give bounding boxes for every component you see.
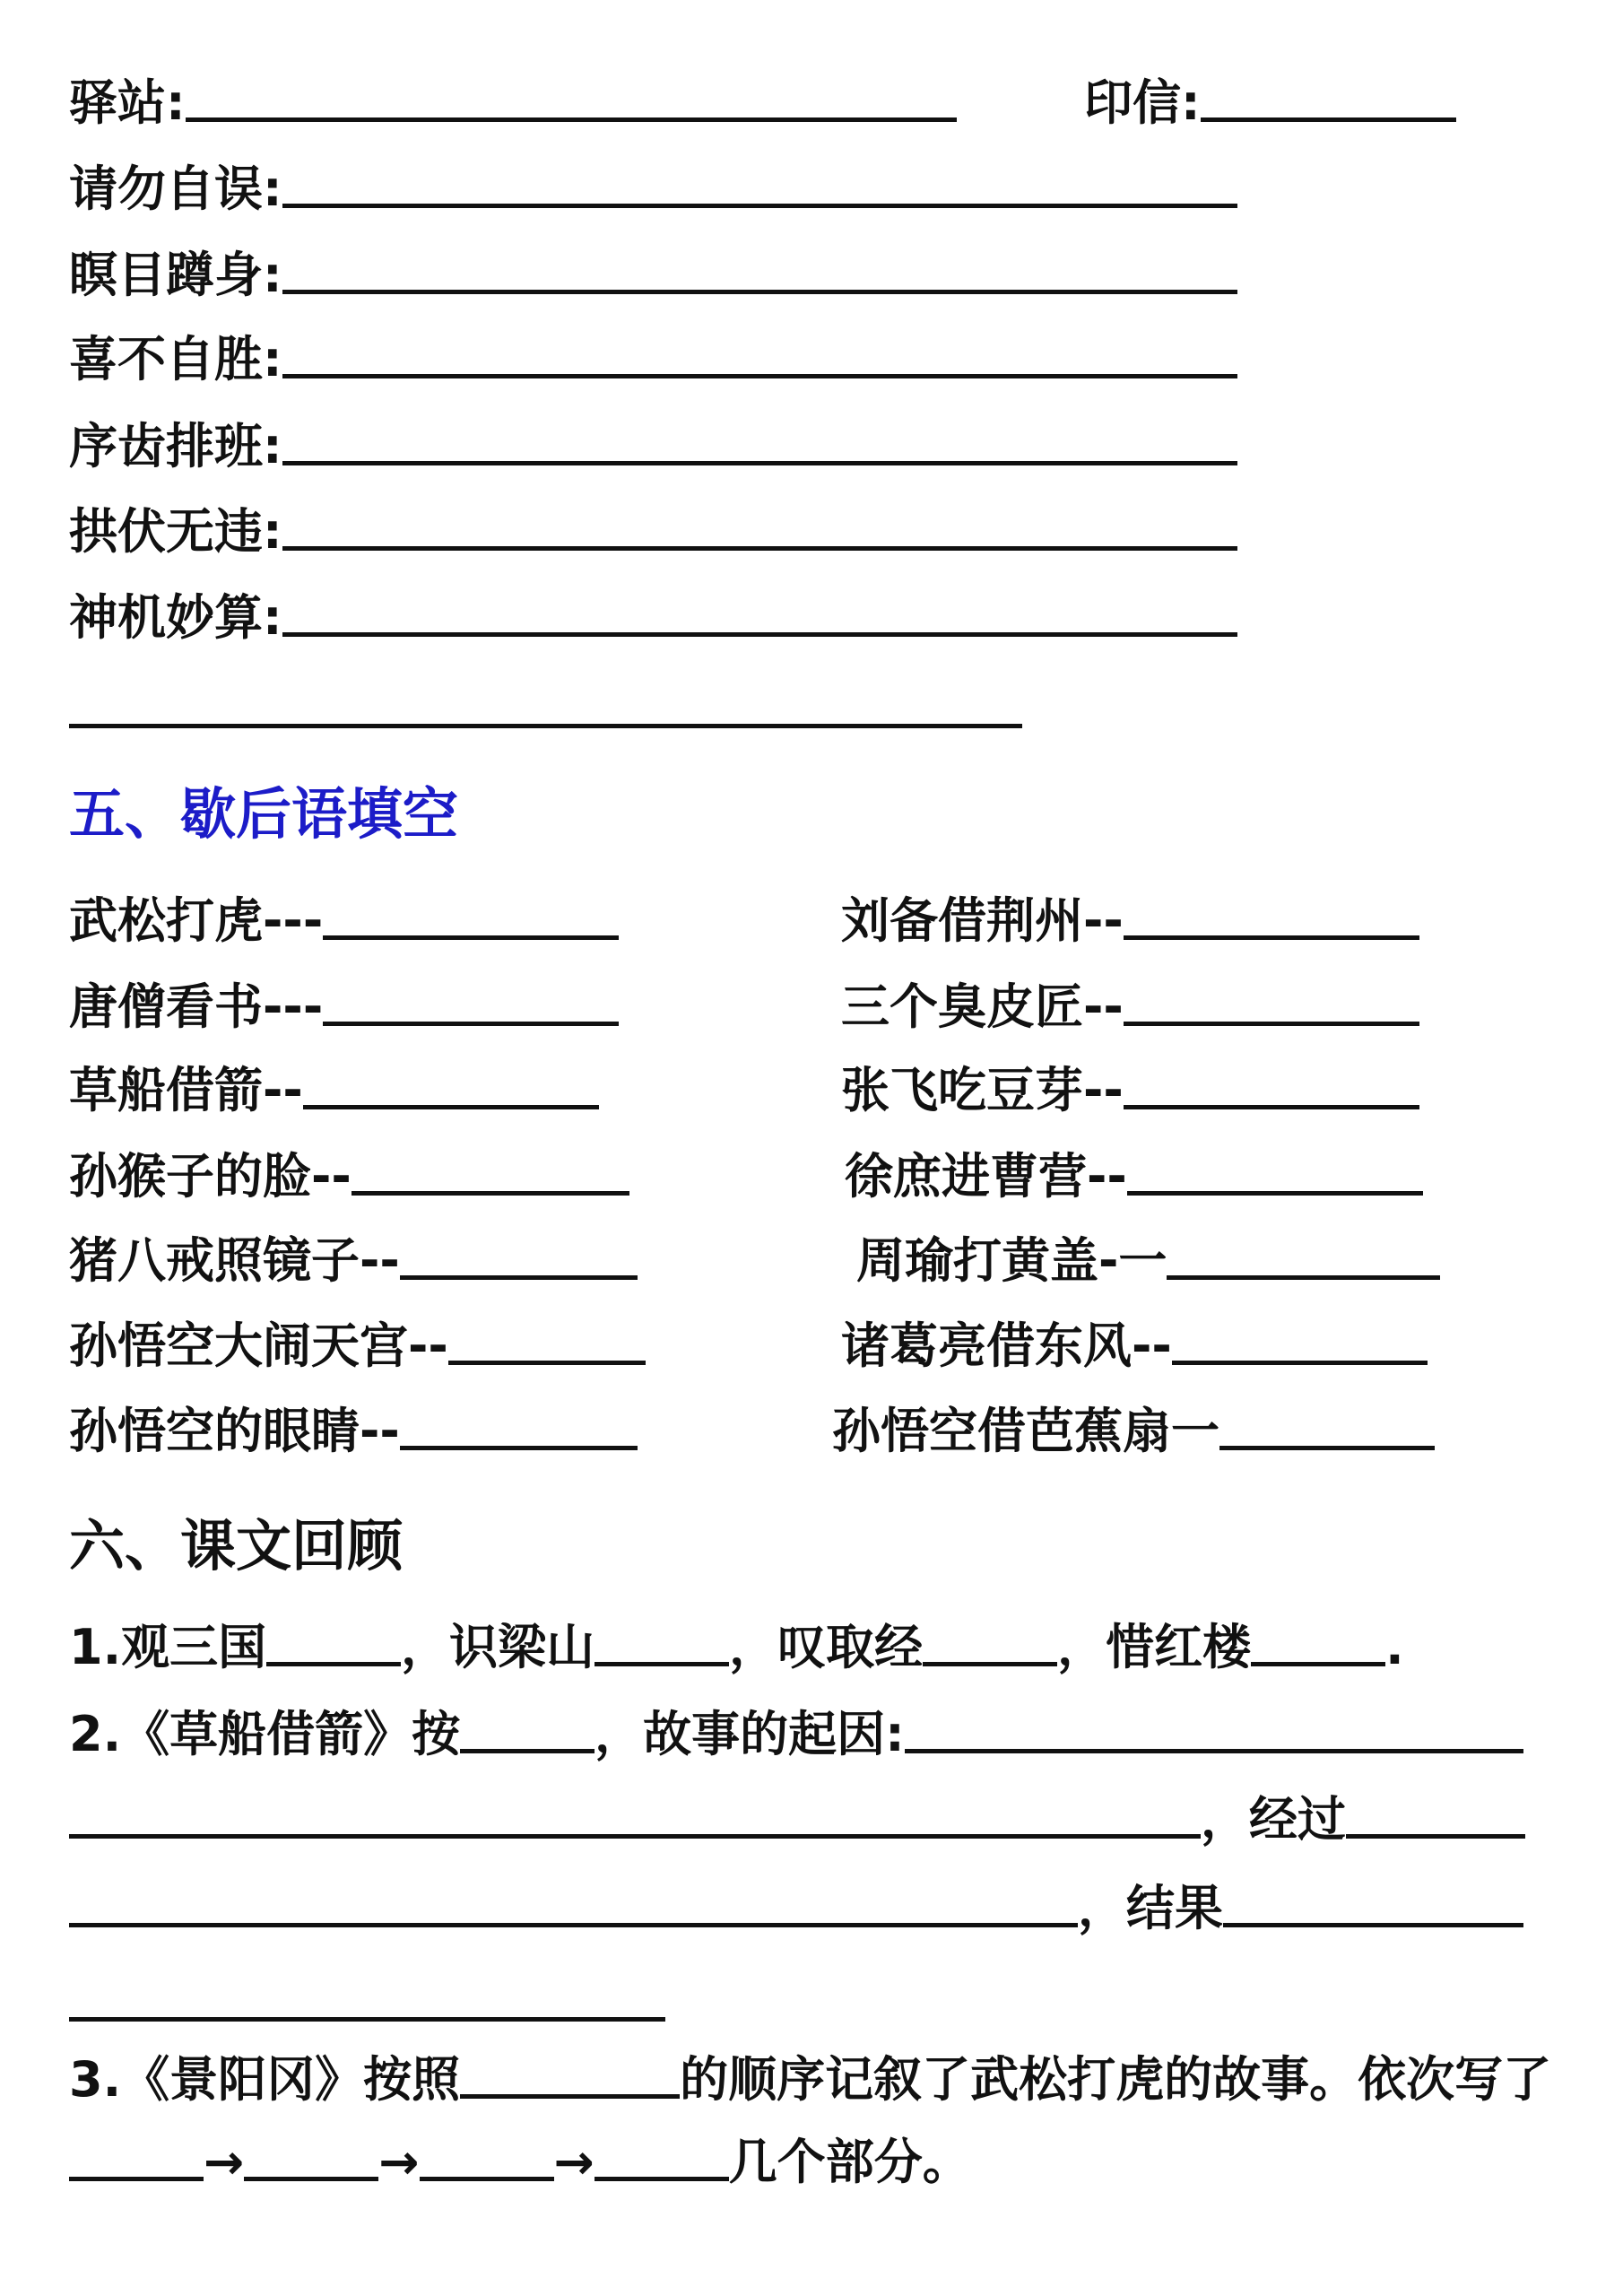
xiehouyu-row [69, 1230, 638, 1292]
arrow-icon: → [553, 2134, 595, 2190]
answer-blank[interactable] [323, 1022, 619, 1026]
answer-blank[interactable] [282, 204, 1237, 208]
answer-blank[interactable] [352, 1191, 629, 1196]
arrow-icon: → [204, 2134, 245, 2190]
answer-blank[interactable] [69, 2177, 204, 2181]
xiehouyu-prompt: 孙悟空的眼睛-- [69, 1403, 400, 1459]
answer-blank[interactable] [303, 1105, 599, 1109]
answer-blank[interactable] [595, 1662, 729, 1666]
vocab-row [69, 328, 1237, 391]
xiehouyu-row [69, 1315, 646, 1378]
xiehouyu-row [69, 1145, 629, 1208]
xiehouyu-row [841, 1059, 1419, 1122]
question-text: 1.观三国 [69, 1619, 267, 1675]
xiehouyu-prompt: 孙悟空大闹天宫-- [69, 1318, 448, 1374]
question-text: 的顺序记叙了武松打虎的故事。依次写了 [680, 2051, 1552, 2108]
vocab-label: 序齿排班: [69, 418, 282, 474]
question-2 [69, 1703, 1523, 1766]
xiehouyu-row [832, 1400, 1435, 1463]
xiehouyu-prompt: 孙猴子的脸-- [69, 1148, 352, 1205]
xiehouyu-row [856, 1230, 1440, 1292]
vocab-row [69, 587, 1237, 649]
answer-blank[interactable] [1201, 117, 1456, 122]
answer-blank[interactable] [1251, 1662, 1385, 1666]
question-text: ，故事的起因: [595, 1706, 905, 1762]
answer-blank[interactable] [1172, 1361, 1428, 1365]
answer-blank[interactable] [282, 546, 1237, 551]
vocab-label: 喜不自胜: [69, 331, 282, 387]
continuation-line-row [69, 678, 1022, 741]
question-text: ，结果 [1078, 1880, 1223, 1936]
vocab-label: 印信: [1084, 74, 1201, 131]
answer-blank[interactable] [69, 2017, 665, 2022]
question-text: 几个部分。 [728, 2134, 971, 2190]
answer-blank[interactable] [69, 1834, 1201, 1839]
xiehouyu-prompt: 孙悟空借芭蕉扇一 [832, 1403, 1219, 1459]
xiehouyu-prompt: 武松打虎--- [69, 892, 324, 949]
answer-blank[interactable] [1124, 1105, 1419, 1109]
vocab-row-yizhan [69, 72, 957, 135]
xiehouyu-prompt: 周瑜打黄盖-一 [856, 1232, 1167, 1289]
vocab-label: 驿站: [69, 74, 186, 131]
arrow-icon: → [378, 2134, 420, 2190]
xiehouyu-prompt: 诸葛亮借东风-- [841, 1318, 1172, 1374]
answer-blank[interactable] [1346, 1834, 1525, 1839]
answer-blank[interactable] [1223, 1923, 1523, 1927]
xiehouyu-row [845, 1145, 1423, 1208]
answer-blank[interactable] [69, 724, 1022, 728]
vocab-label: 请勿自误: [69, 161, 282, 217]
question-2-line-3 [69, 1877, 1523, 1940]
xiehouyu-prompt: 刘备借荆州-- [841, 892, 1124, 949]
answer-blank[interactable] [266, 1662, 401, 1666]
xiehouyu-prompt: 草船借箭-- [69, 1062, 303, 1118]
question-3 [69, 2048, 1551, 2111]
question-text: . [1385, 1619, 1404, 1675]
answer-blank[interactable] [1124, 935, 1419, 940]
xiehouyu-prompt: 张飞吃豆芽-- [841, 1062, 1124, 1118]
vocab-row [69, 158, 1237, 221]
answer-blank[interactable] [400, 1446, 638, 1450]
answer-blank[interactable] [282, 461, 1237, 465]
answer-blank[interactable] [923, 1662, 1057, 1666]
answer-blank[interactable] [1124, 1022, 1419, 1026]
question-text: ，惜红楼 [1057, 1619, 1252, 1675]
answer-blank[interactable] [282, 290, 1237, 294]
xiehouyu-row [69, 976, 619, 1039]
answer-blank[interactable] [905, 1749, 1523, 1753]
xiehouyu-row [69, 890, 619, 952]
answer-blank[interactable] [420, 2177, 554, 2181]
vocab-row-yinxin [1084, 72, 1456, 135]
answer-blank[interactable] [282, 632, 1237, 637]
xiehouyu-row [841, 890, 1419, 952]
section-6-title: 六、课文回顾 [69, 1513, 404, 1578]
answer-blank[interactable] [244, 2177, 378, 2181]
answer-blank[interactable] [400, 1275, 638, 1280]
xiehouyu-prompt: 徐庶进曹营-- [845, 1148, 1127, 1205]
xiehouyu-row [841, 976, 1419, 1039]
question-text: ，经过 [1201, 1791, 1346, 1848]
answer-blank[interactable] [282, 374, 1237, 378]
vocab-label: 神机妙算: [69, 589, 282, 646]
xiehouyu-prompt: 猪八戒照镜子-- [69, 1232, 400, 1289]
vocab-row [69, 500, 1237, 563]
question-2-line-4 [69, 1971, 665, 2034]
answer-blank[interactable] [186, 117, 957, 122]
section-5-title: 五、歇后语填空 [69, 781, 459, 847]
question-2-line-2 [69, 1788, 1525, 1851]
answer-blank[interactable] [1127, 1191, 1423, 1196]
vocab-row [69, 415, 1237, 478]
vocab-row [69, 244, 1237, 307]
answer-blank[interactable] [448, 1361, 646, 1365]
answer-blank[interactable] [1167, 1275, 1440, 1280]
question-text: ，叹取经 [729, 1619, 924, 1675]
xiehouyu-prompt: 唐僧看书--- [69, 978, 324, 1035]
xiehouyu-row [69, 1400, 638, 1463]
answer-blank[interactable] [323, 935, 619, 940]
question-3-line-2 [69, 2131, 971, 2194]
xiehouyu-row [841, 1315, 1428, 1378]
question-text: 2.《草船借箭》按 [69, 1706, 461, 1762]
answer-blank[interactable] [595, 2177, 729, 2181]
question-text: ，识梁山 [401, 1619, 595, 1675]
xiehouyu-row [69, 1059, 599, 1122]
vocab-label: 瞑目蹲身: [69, 247, 282, 303]
answer-blank[interactable] [460, 1749, 595, 1753]
question-1 [69, 1616, 1404, 1679]
answer-blank[interactable] [460, 2094, 680, 2099]
answer-blank[interactable] [69, 1923, 1078, 1927]
xiehouyu-prompt: 三个臭皮匠-- [841, 978, 1124, 1035]
vocab-label: 拱伏无违: [69, 503, 282, 560]
answer-blank[interactable] [1219, 1446, 1435, 1450]
question-text: 3.《景阳冈》按照 [69, 2051, 461, 2108]
